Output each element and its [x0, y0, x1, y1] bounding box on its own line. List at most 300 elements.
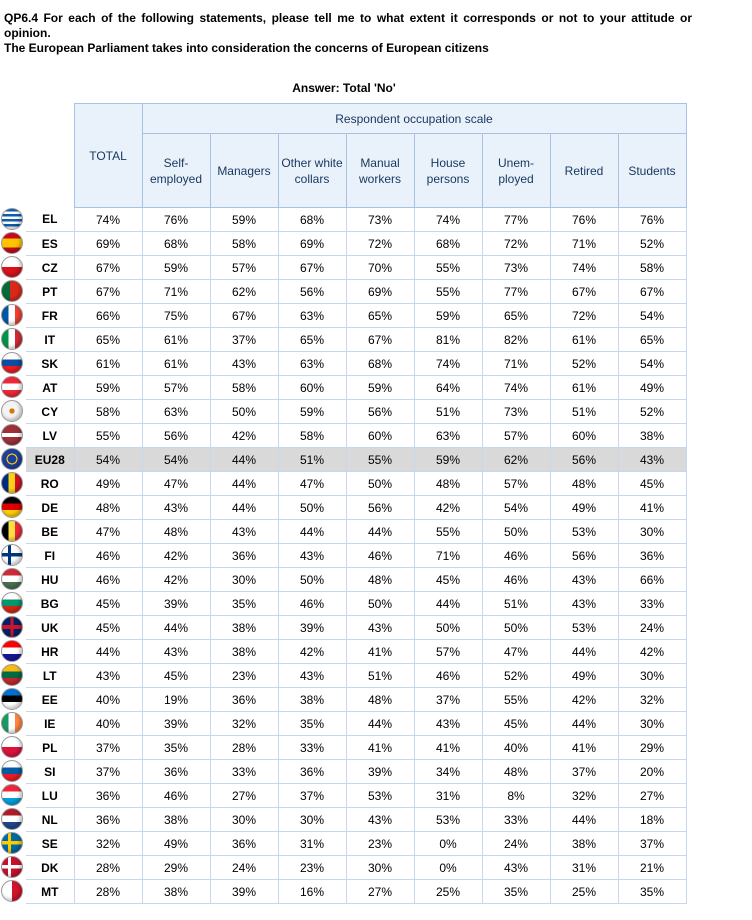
answer-label: Answer: Total 'No' [292, 81, 396, 95]
table-row [26, 544, 686, 568]
cell-value: 70% [346, 256, 414, 280]
cell-value: 46% [346, 544, 414, 568]
ireland-flag-icon [1, 712, 23, 734]
cell-value: 59% [278, 400, 346, 424]
cell-value: 81% [414, 328, 482, 352]
cell-value: 56% [346, 400, 414, 424]
cell-value: 74% [414, 208, 482, 232]
cell-value: 74% [414, 352, 482, 376]
cell-value: 38% [278, 688, 346, 712]
total-value: 37% [74, 760, 142, 784]
cell-value: 42% [618, 640, 686, 664]
slovakia-flag-icon [1, 352, 23, 374]
country-code: NL [26, 808, 74, 832]
country-code: DK [26, 856, 74, 880]
cell-value: 41% [346, 640, 414, 664]
cell-value: 42% [278, 640, 346, 664]
cell-value: 68% [346, 352, 414, 376]
cell-value: 54% [618, 304, 686, 328]
cell-value: 43% [618, 448, 686, 472]
cell-value: 72% [346, 232, 414, 256]
cell-value: 64% [414, 376, 482, 400]
table-row [26, 808, 686, 832]
belgium-flag-icon [1, 520, 23, 542]
cell-value: 30% [346, 856, 414, 880]
cell-value: 65% [346, 304, 414, 328]
total-value: 47% [74, 520, 142, 544]
cell-value: 77% [482, 280, 550, 304]
cell-value: 50% [278, 568, 346, 592]
total-value: 36% [74, 784, 142, 808]
cell-value: 36% [210, 832, 278, 856]
cell-value: 35% [482, 880, 550, 904]
total-value: 46% [74, 568, 142, 592]
country-code: LT [26, 664, 74, 688]
cell-value: 48% [482, 760, 550, 784]
cell-value: 35% [618, 880, 686, 904]
cell-value: 30% [278, 808, 346, 832]
results-table [26, 103, 687, 904]
group-header: Respondent occupation scale [142, 104, 686, 134]
cell-value: 50% [346, 592, 414, 616]
cell-value: 0% [414, 832, 482, 856]
cell-value: 43% [414, 712, 482, 736]
total-value: 43% [74, 664, 142, 688]
cell-value: 30% [618, 520, 686, 544]
cell-value: 63% [278, 352, 346, 376]
country-code: BG [26, 592, 74, 616]
column-header: Retired [550, 134, 618, 208]
cell-value: 39% [142, 712, 210, 736]
czech-flag-icon [1, 256, 23, 278]
table-row [26, 352, 686, 376]
germany-flag-icon [1, 496, 23, 518]
cell-value: 56% [346, 496, 414, 520]
cell-value: 32% [550, 784, 618, 808]
cell-value: 59% [414, 448, 482, 472]
total-header: TOTAL [74, 104, 142, 208]
cell-value: 38% [142, 808, 210, 832]
cell-value: 19% [142, 688, 210, 712]
portugal-flag-icon [1, 280, 23, 302]
cell-value: 51% [414, 400, 482, 424]
country-code: CZ [26, 256, 74, 280]
hungary-flag-icon [1, 568, 23, 590]
cell-value: 31% [278, 832, 346, 856]
total-value: 74% [74, 208, 142, 232]
cell-value: 42% [550, 688, 618, 712]
country-code: HR [26, 640, 74, 664]
cell-value: 57% [142, 376, 210, 400]
cell-value: 43% [210, 352, 278, 376]
cell-value: 43% [550, 592, 618, 616]
country-code: LV [26, 424, 74, 448]
cell-value: 56% [550, 448, 618, 472]
cell-value: 27% [618, 784, 686, 808]
cell-value: 0% [414, 856, 482, 880]
cell-value: 58% [618, 256, 686, 280]
cell-value: 50% [278, 496, 346, 520]
cell-value: 51% [346, 664, 414, 688]
country-code: DE [26, 496, 74, 520]
table-row [26, 232, 686, 256]
total-value: 44% [74, 640, 142, 664]
cell-value: 43% [346, 808, 414, 832]
cell-value: 54% [142, 448, 210, 472]
cell-value: 48% [550, 472, 618, 496]
cell-value: 33% [278, 736, 346, 760]
cell-value: 67% [550, 280, 618, 304]
column-header: Other white collars [278, 134, 346, 208]
cell-value: 53% [550, 520, 618, 544]
cell-value: 38% [142, 880, 210, 904]
country-code: BE [26, 520, 74, 544]
cell-value: 23% [278, 856, 346, 880]
total-value: 28% [74, 856, 142, 880]
cell-value: 57% [414, 640, 482, 664]
total-value: 67% [74, 256, 142, 280]
cell-value: 48% [142, 520, 210, 544]
cell-value: 46% [142, 784, 210, 808]
cell-value: 48% [414, 472, 482, 496]
cell-value: 47% [278, 472, 346, 496]
cell-value: 37% [278, 784, 346, 808]
cell-value: 59% [142, 256, 210, 280]
cell-value: 51% [550, 400, 618, 424]
country-code: LU [26, 784, 74, 808]
cell-value: 42% [142, 544, 210, 568]
sweden-flag-icon [1, 832, 23, 854]
cell-value: 32% [210, 712, 278, 736]
question-text [4, 11, 692, 56]
cell-value: 76% [550, 208, 618, 232]
table-row [26, 640, 686, 664]
total-value: 28% [74, 880, 142, 904]
cell-value: 46% [482, 568, 550, 592]
cell-value: 43% [482, 856, 550, 880]
cell-value: 53% [414, 808, 482, 832]
country-code: IE [26, 712, 74, 736]
question-line-2: The European Parliament takes into consideration the concerns of European citizens [4, 41, 489, 55]
total-value: 46% [74, 544, 142, 568]
table-row [26, 592, 686, 616]
country-code: FR [26, 304, 74, 328]
cell-value: 33% [618, 592, 686, 616]
greece-flag-icon [1, 208, 23, 230]
bulgaria-flag-icon [1, 592, 23, 614]
cell-value: 67% [346, 328, 414, 352]
cell-value: 65% [618, 328, 686, 352]
column-header: Self- employed [142, 134, 210, 208]
table-row [26, 448, 686, 472]
cell-value: 71% [414, 544, 482, 568]
cell-value: 41% [618, 496, 686, 520]
cell-value: 60% [278, 376, 346, 400]
cell-value: 41% [550, 736, 618, 760]
cell-value: 73% [346, 208, 414, 232]
total-value: 69% [74, 232, 142, 256]
cell-value: 61% [550, 328, 618, 352]
cell-value: 35% [142, 736, 210, 760]
cell-value: 65% [278, 328, 346, 352]
cell-value: 44% [346, 520, 414, 544]
cell-value: 55% [346, 448, 414, 472]
total-value: 37% [74, 736, 142, 760]
table-row [26, 784, 686, 808]
cell-value: 50% [482, 520, 550, 544]
table-row [26, 304, 686, 328]
cell-value: 23% [210, 664, 278, 688]
cell-value: 50% [210, 400, 278, 424]
cell-value: 33% [210, 760, 278, 784]
cell-value: 16% [278, 880, 346, 904]
cell-value: 44% [142, 616, 210, 640]
cell-value: 52% [550, 352, 618, 376]
table-row [26, 208, 686, 232]
cell-value: 43% [550, 568, 618, 592]
latvia-flag-icon [1, 424, 23, 446]
cell-value: 46% [278, 592, 346, 616]
cell-value: 47% [142, 472, 210, 496]
cell-value: 33% [482, 808, 550, 832]
cell-value: 54% [482, 496, 550, 520]
cell-value: 48% [346, 688, 414, 712]
cell-value: 52% [618, 232, 686, 256]
spain-flag-icon [1, 232, 23, 254]
cell-value: 53% [550, 616, 618, 640]
cell-value: 67% [210, 304, 278, 328]
cell-value: 45% [482, 712, 550, 736]
table-row [26, 280, 686, 304]
cell-value: 50% [414, 616, 482, 640]
cell-value: 43% [142, 496, 210, 520]
cell-value: 39% [278, 616, 346, 640]
country-code: UK [26, 616, 74, 640]
italy-flag-icon [1, 328, 23, 350]
cell-value: 71% [482, 352, 550, 376]
country-code: HU [26, 568, 74, 592]
cell-value: 44% [210, 448, 278, 472]
slovenia-flag-icon [1, 760, 23, 782]
cell-value: 54% [618, 352, 686, 376]
austria-flag-icon [1, 376, 23, 398]
cell-value: 67% [618, 280, 686, 304]
cell-value: 23% [346, 832, 414, 856]
cell-value: 36% [618, 544, 686, 568]
cell-value: 30% [618, 712, 686, 736]
table-row [26, 856, 686, 880]
eu-flag-icon [1, 448, 23, 470]
country-code: FI [26, 544, 74, 568]
cell-value: 63% [142, 400, 210, 424]
cell-value: 56% [550, 544, 618, 568]
total-value: 61% [74, 352, 142, 376]
country-code: MT [26, 880, 74, 904]
poland-flag-icon [1, 736, 23, 758]
cell-value: 36% [210, 544, 278, 568]
cell-value: 44% [550, 808, 618, 832]
country-code: CY [26, 400, 74, 424]
cell-value: 60% [346, 424, 414, 448]
table-row [26, 328, 686, 352]
cell-value: 50% [482, 616, 550, 640]
croatia-flag-icon [1, 640, 23, 662]
uk-flag-icon [1, 616, 23, 638]
cell-value: 57% [482, 424, 550, 448]
cell-value: 30% [210, 808, 278, 832]
country-code: IT [26, 328, 74, 352]
cell-value: 41% [346, 736, 414, 760]
cell-value: 8% [482, 784, 550, 808]
cell-value: 67% [278, 256, 346, 280]
country-code: RO [26, 472, 74, 496]
cell-value: 76% [142, 208, 210, 232]
table-row [26, 616, 686, 640]
netherlands-flag-icon [1, 808, 23, 830]
denmark-flag-icon [1, 856, 23, 878]
cell-value: 48% [346, 568, 414, 592]
cell-value: 55% [414, 520, 482, 544]
total-value: 32% [74, 832, 142, 856]
cell-value: 82% [482, 328, 550, 352]
cell-value: 68% [414, 232, 482, 256]
cell-value: 39% [346, 760, 414, 784]
cell-value: 20% [618, 760, 686, 784]
question-line-1: QP6.4 For each of the following statements, please tell me to what extent it corresponds or not to your attitude or opinion. [4, 11, 692, 40]
table-row [26, 376, 686, 400]
cell-value: 44% [550, 640, 618, 664]
total-value: 40% [74, 688, 142, 712]
cell-value: 39% [210, 880, 278, 904]
luxembourg-flag-icon [1, 784, 23, 806]
cell-value: 43% [142, 640, 210, 664]
cell-value: 55% [414, 256, 482, 280]
cell-value: 58% [210, 232, 278, 256]
cell-value: 68% [278, 208, 346, 232]
cell-value: 62% [210, 280, 278, 304]
cell-value: 44% [346, 712, 414, 736]
cell-value: 43% [278, 544, 346, 568]
cell-value: 45% [414, 568, 482, 592]
cell-value: 63% [414, 424, 482, 448]
cell-value: 31% [414, 784, 482, 808]
total-value: 55% [74, 424, 142, 448]
cell-value: 43% [210, 520, 278, 544]
table-row [26, 712, 686, 736]
cell-value: 18% [618, 808, 686, 832]
total-value: 66% [74, 304, 142, 328]
cell-value: 39% [142, 592, 210, 616]
total-value: 45% [74, 592, 142, 616]
cell-value: 42% [142, 568, 210, 592]
cell-value: 62% [482, 448, 550, 472]
cell-value: 27% [346, 880, 414, 904]
country-code: EE [26, 688, 74, 712]
table-row [26, 496, 686, 520]
cell-value: 69% [278, 232, 346, 256]
country-code: SI [26, 760, 74, 784]
total-value: 65% [74, 328, 142, 352]
cell-value: 24% [618, 616, 686, 640]
cell-value: 44% [414, 592, 482, 616]
cell-value: 45% [618, 472, 686, 496]
cell-value: 51% [482, 592, 550, 616]
cell-value: 60% [550, 424, 618, 448]
cell-value: 28% [210, 736, 278, 760]
cell-value: 41% [414, 736, 482, 760]
cell-value: 46% [414, 664, 482, 688]
country-code: AT [26, 376, 74, 400]
cell-value: 29% [142, 856, 210, 880]
cell-value: 74% [482, 376, 550, 400]
country-code: EL [26, 208, 74, 232]
france-flag-icon [1, 304, 23, 326]
cell-value: 31% [550, 856, 618, 880]
table-row [26, 688, 686, 712]
table-row [26, 472, 686, 496]
table-row [26, 664, 686, 688]
cell-value: 37% [210, 328, 278, 352]
cell-value: 76% [618, 208, 686, 232]
cell-value: 74% [550, 256, 618, 280]
cell-value: 49% [550, 496, 618, 520]
table-row [26, 760, 686, 784]
cell-value: 38% [618, 424, 686, 448]
table-row [26, 880, 686, 904]
column-header: Manual workers [346, 134, 414, 208]
total-value: 67% [74, 280, 142, 304]
cell-value: 42% [414, 496, 482, 520]
column-header: House persons [414, 134, 482, 208]
table-row [26, 832, 686, 856]
cell-value: 37% [618, 832, 686, 856]
cell-value: 61% [142, 328, 210, 352]
cell-value: 71% [142, 280, 210, 304]
cell-value: 59% [414, 304, 482, 328]
total-value: 58% [74, 400, 142, 424]
table-row [26, 256, 686, 280]
cell-value: 36% [278, 760, 346, 784]
cell-value: 52% [482, 664, 550, 688]
cell-value: 49% [618, 376, 686, 400]
cell-value: 72% [550, 304, 618, 328]
cell-value: 75% [142, 304, 210, 328]
cell-value: 71% [550, 232, 618, 256]
cell-value: 55% [414, 280, 482, 304]
country-code: PL [26, 736, 74, 760]
cell-value: 47% [482, 640, 550, 664]
cell-value: 40% [482, 736, 550, 760]
country-code: ES [26, 232, 74, 256]
cell-value: 44% [210, 496, 278, 520]
cell-value: 21% [618, 856, 686, 880]
country-code: SK [26, 352, 74, 376]
cell-value: 44% [210, 472, 278, 496]
cell-value: 59% [346, 376, 414, 400]
cell-value: 29% [618, 736, 686, 760]
cell-value: 36% [210, 688, 278, 712]
table-row [26, 424, 686, 448]
cell-value: 63% [278, 304, 346, 328]
total-value: 48% [74, 496, 142, 520]
cell-value: 65% [482, 304, 550, 328]
cell-value: 50% [346, 472, 414, 496]
cell-value: 35% [210, 592, 278, 616]
cell-value: 56% [142, 424, 210, 448]
cell-value: 73% [482, 400, 550, 424]
cell-value: 56% [278, 280, 346, 304]
cell-value: 58% [278, 424, 346, 448]
